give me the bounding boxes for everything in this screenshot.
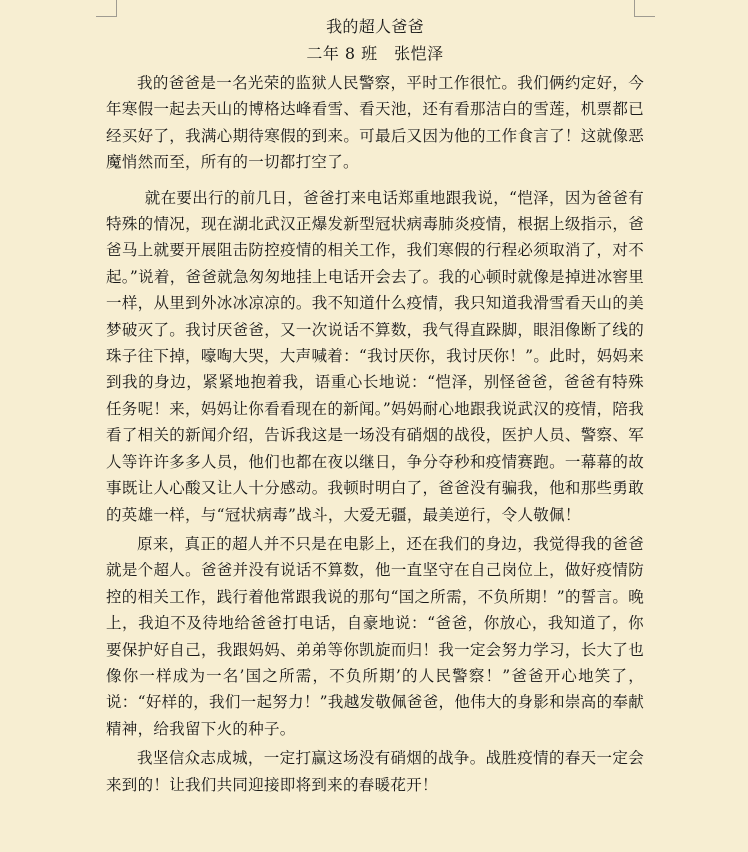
paragraph-3: 原来，真正的超人并不只是在电影上，还在我们的身边，我觉得我的爸爸就是个超人。爸爸并没有说话不算数，他一直坚守在自己岗位上，做好疫情防控的相关工作，践行着他常跟我说的那句“国之所需，不负所期！”的誓言。晚上，我迫不及待地给爸爸打电话，自豪地说：“爸爸，你放心，我知道了，你要保护好自己，我跟妈妈、弟弟等你凯旋而归！我一定会努力学习，长大了也像你一样成为一名’国之所需，不负所期’的人民警察！”爸爸开心地笑了，说：“好样的，我们一起努力！”我越发敬佩爸爸，他伟大的身影和崇高的奉献精神，给我留下火的种子。: [106, 534, 644, 738]
paragraph-4: 我坚信众志成城，一定打赢这场没有硝烟的战争。战胜疫情的春天一定会来到的！让我们共同迎接即将到来的春暖花开！: [106, 749, 644, 794]
paragraph-2: 就在要出行的前几日，爸爸打来电话郑重地跟我说，“恺泽，因为爸爸有特殊的情况，现在湖北武汉正爆发新型冠状病毒肺炎疫情，根据上级指示，爸爸马上就要开展阻击防控疫情的相关工作，我们寒假的行程必须取消了，对不起。”说着，爸爸就急匆匆地挂上电话开会去了。我的心顿时就像是掉进冰窖里一样，从里到外冰冰凉凉的。我不知道什么疫情，我只知道我滑雪看天山的美梦破灭了。我讨厌爸爸，又一次说话不算数，我气得直跺脚，眼泪像断了线的珠子往下掉，嚎啕大哭，大声喊着：“我讨厌你，我讨厌你！”。此时，妈妈来到我的身边，紧紧地抱着我，语重心长地说：“恺泽，别怪爸爸，爸爸有特殊任务呢！来，妈妈让你看看现在的新闻。”妈妈耐心地跟我说武汉的疫情，陪我看了相关的新闻介绍，告诉我这是一场没有硝烟的战役，医护人员、警察、军人等许许多多人员，他们也都在夜以继日，争分夺秒和疫情赛跑。一幕幕的故事既让人心酸又让人十分感动。我顿时明白了，爸爸没有骗我，他和那些勇敢的英雄一样，与“冠状病毒”战斗，大爱无疆，最美逆行，令人敬佩！: [106, 188, 644, 524]
document-title: 我的超人爸爸: [326, 17, 424, 36]
author-byline: 二年 8 班 张恺泽: [306, 44, 444, 63]
paragraph-1: 我的爸爸是一名光荣的监狱人民警察，平时工作很忙。我们俩约定好，今年寒假一起去天山的博格达峰看雪、看天池，还有看那洁白的雪莲，机票都已经买好了，我满心期待寒假的到来。可最后又因为他的工作食言了！这就像恶魔悄然而至，所有的一切都打空了。: [106, 74, 644, 172]
document-body: [106, 14, 644, 798]
